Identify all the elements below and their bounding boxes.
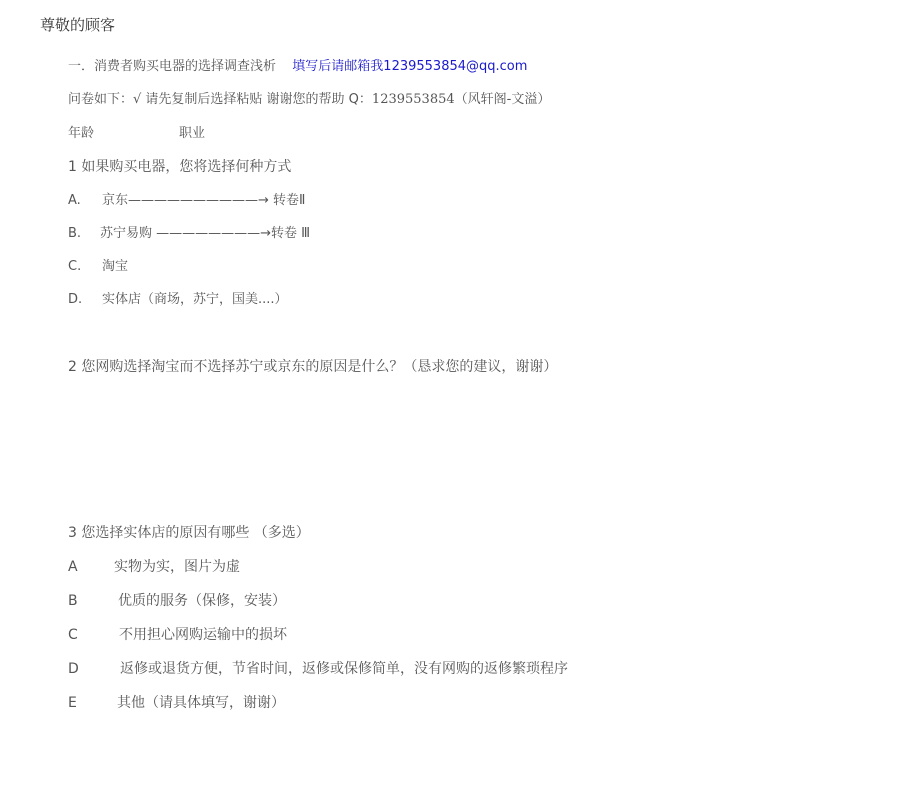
q1-option-b (68, 226, 310, 242)
q3-option-e-text: 其他（请具体填写，谢谢） (117, 695, 285, 711)
q1-option-a (68, 193, 305, 209)
q1-option-c (68, 259, 128, 275)
q3-option-c (68, 627, 287, 643)
q1-option-d-text: 实体店（商场，苏宁，国美....） (102, 292, 288, 307)
q3-option-c-letter: C (68, 627, 78, 643)
q1-option-c-text: 淘宝 (102, 259, 129, 274)
q3-option-a-text: 实物为实，图片为虚 (114, 559, 240, 575)
q3-option-d-text: 返修或退货方便，节省时间，返修或保修简单，没有网购的返修繁琐程序 (120, 661, 568, 677)
q3-question: 3 您选择实体店的原因有哪些 （多选） (68, 525, 310, 541)
field-occupation: 职业 (179, 126, 206, 141)
greeting: 尊敬的顾客 (40, 16, 116, 34)
q3-option-e (68, 695, 285, 711)
q2-question: 2 您网购选择淘宝而不选择苏宁或京东的原因是什么？（恳求您的建议，谢谢） (68, 359, 558, 375)
survey-header (68, 59, 527, 75)
q3-option-b-letter: B (68, 593, 78, 609)
field-age: 年龄 (68, 126, 95, 141)
q1-option-a-letter: A. (68, 193, 81, 208)
instructions-prefix: 问卷如下：√ 请先复制后选择粘贴 谢谢您的帮助 Q： (68, 92, 372, 107)
q1-option-d-letter: D. (68, 292, 83, 307)
q1-option-b-letter: B. (68, 226, 82, 241)
q1-option-b-text: 苏宁易购 ————————→转卷 Ⅲ (100, 226, 311, 241)
q3-option-a (68, 559, 240, 575)
q3-option-b (68, 593, 286, 609)
q3-option-c-text: 不用担心网购运输中的损坏 (119, 627, 287, 643)
instructions (68, 92, 550, 108)
q3-option-d-letter: D (68, 661, 79, 677)
q3-option-e-letter: E (68, 695, 77, 711)
instructions-qq: 1239553854 (371, 92, 455, 107)
q1-option-a-text: 京东——————————→ 转卷Ⅱ (102, 193, 306, 208)
email-link[interactable]: 填写后请邮箱我1239553854@qq.com (292, 59, 528, 74)
survey-title: 一．消费者购买电器的选择调查浅析 (68, 59, 277, 74)
q3-option-d (68, 661, 568, 677)
instructions-suffix: （风轩阁-文溢） (454, 92, 551, 107)
q1-option-c-letter: C. (68, 259, 82, 274)
q1-option-d (68, 292, 288, 308)
q3-option-b-text: 优质的服务（保修，安装） (118, 593, 286, 609)
q1-question: 1 如果购买电器，您将选择何种方式 (68, 159, 292, 175)
q3-option-a-letter: A (68, 559, 78, 575)
